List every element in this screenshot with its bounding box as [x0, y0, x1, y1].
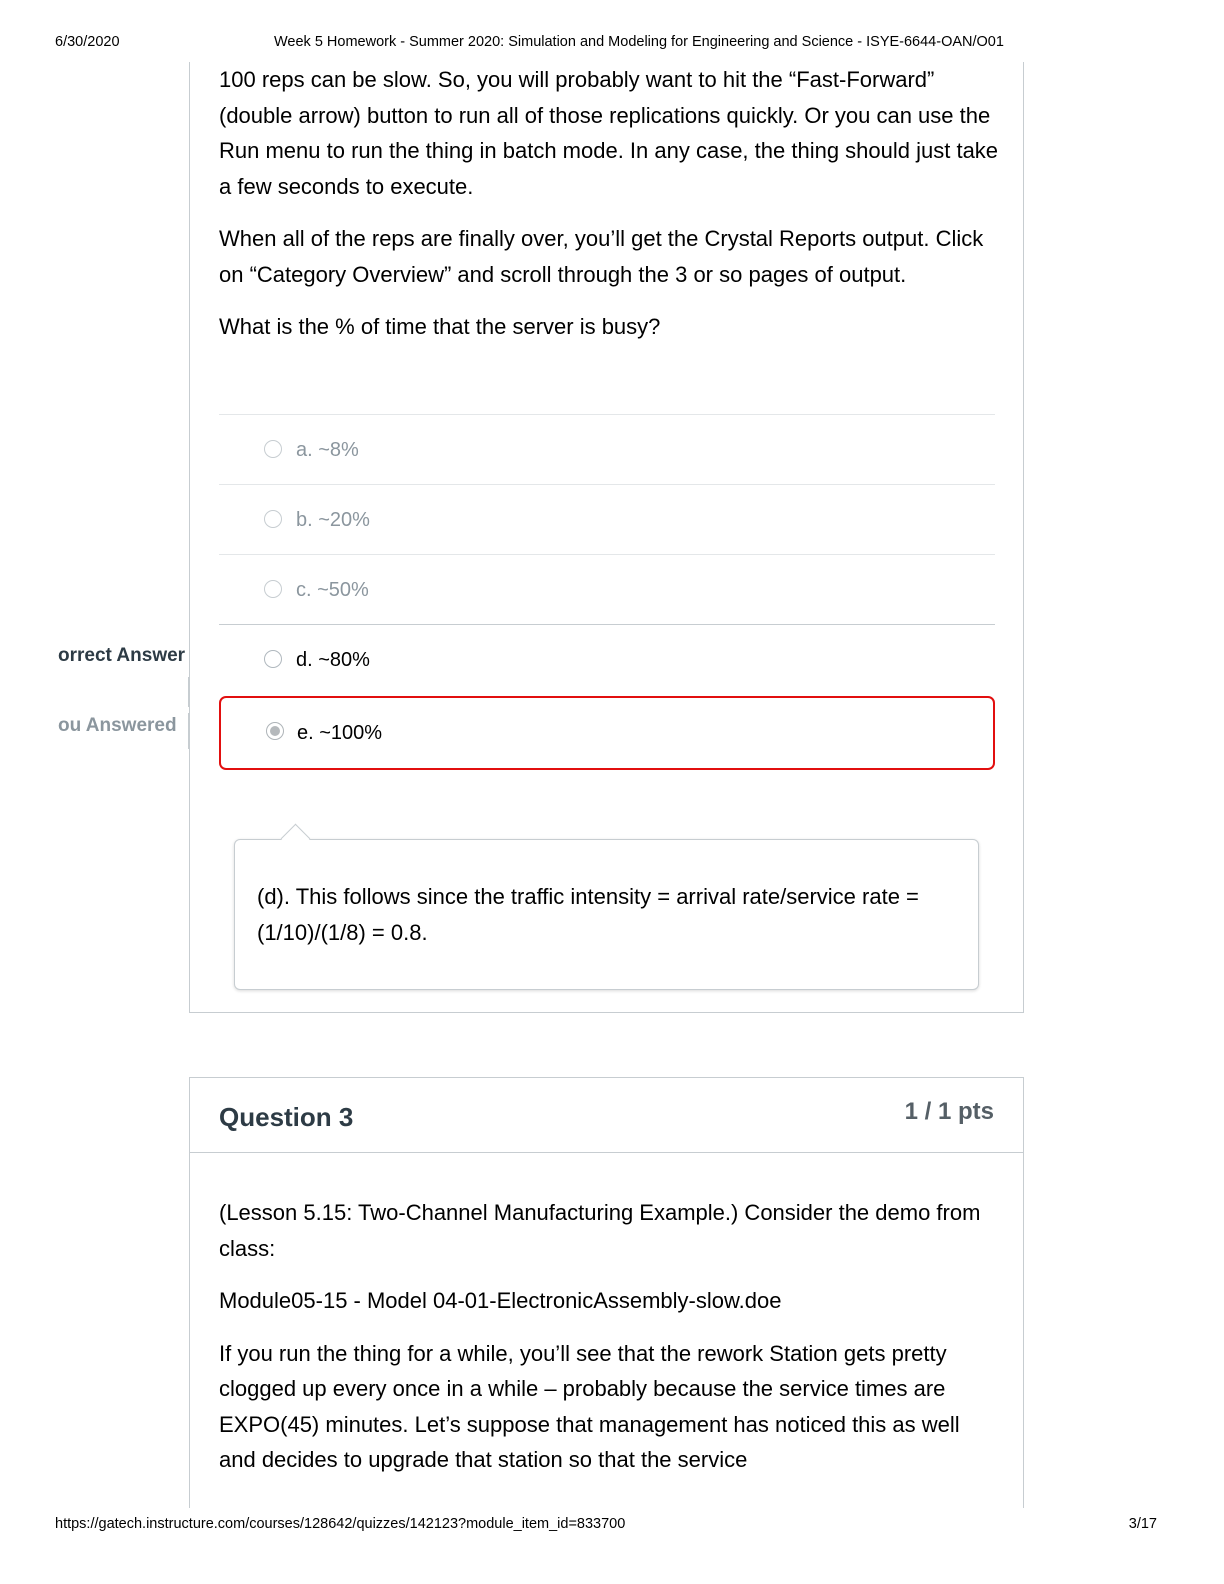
side-divider: [188, 677, 190, 707]
radio-button[interactable]: [264, 510, 282, 528]
answer-option-b[interactable]: [219, 484, 995, 554]
answer-option-c[interactable]: [219, 554, 995, 624]
question-3-title: Question 3: [219, 1102, 354, 1132]
correct-answer-label: orrect Answer: [58, 645, 186, 666]
answer-comment-box: [234, 839, 979, 990]
radio-button[interactable]: [264, 650, 282, 668]
print-header: [0, 34, 1224, 52]
radio-button[interactable]: [264, 580, 282, 598]
answer-option-d[interactable]: [219, 624, 995, 694]
print-page-title: Week 5 Homework - Summer 2020: Simulation and Modeling for Engineering and Science - ISYE-6644-OAN/O01: [274, 34, 1004, 50]
question-2-paragraph: When all of the reps are finally over, you’ll get the Crystal Reports output. Click on “Category Overview” and scroll through the 3 or so pages of output.: [219, 226, 984, 287]
question-2-text: [219, 62, 999, 345]
question-3-paragraph: (Lesson 5.15: Two-Channel Manufacturing Example.) Consider the demo from class:: [219, 1200, 981, 1261]
answer-label: a. ~8%: [296, 439, 359, 461]
radio-button[interactable]: [264, 440, 282, 458]
question-3-paragraph: If you run the thing for a while, you’ll see that the rework Station gets pretty clogged up every once in a while – probably because the service times are EXPO(45) minutes. Let’s suppose that management has noticed this as well and decides to upgrade that station so that the service: [219, 1340, 960, 1472]
question-3-text: [219, 1195, 999, 1495]
answer-option-e[interactable]: [219, 696, 995, 770]
print-page-number: 3/17: [1128, 1516, 1157, 1532]
question-2-prompt: What is the % of time that the server is busy?: [219, 314, 661, 339]
answer-list: [219, 414, 995, 770]
answer-label: e. ~100%: [297, 722, 383, 744]
answer-label: b. ~20%: [296, 509, 370, 531]
question-3-header: [190, 1078, 1023, 1153]
question-3-card: [189, 1077, 1024, 1508]
answer-option-a[interactable]: [219, 414, 995, 484]
question-3-model-file: Module05-15 - Model 04-01-ElectronicAssembly-slow.doe: [219, 1288, 782, 1313]
question-2-paragraph: 100 reps can be slow. So, you will probably want to hit the “Fast-Forward” (double arrow) button to run all of those replications quickly. Or you can use the Run menu to run the thing in batch mode. In any case, the thing should just take a few seconds to execute.: [219, 67, 999, 199]
print-url: https://gatech.instructure.com/courses/128642/quizzes/142123?module_item_id=833700: [55, 1516, 626, 1532]
radio-button-selected[interactable]: [266, 722, 284, 740]
question-3-points: 1 / 1 pts: [904, 1098, 994, 1125]
print-footer: [0, 1516, 1224, 1534]
you-answered-label: ou Answered: [58, 715, 177, 736]
answer-label: c. ~50%: [296, 579, 369, 601]
answer-label: d. ~80%: [296, 649, 370, 671]
answer-comment-text: (d). This follows since the traffic intensity = arrival rate/service rate = (1/10)/(1/8) = 0.8.: [257, 884, 919, 945]
print-date: 6/30/2020: [55, 34, 120, 50]
side-divider: [188, 713, 190, 749]
